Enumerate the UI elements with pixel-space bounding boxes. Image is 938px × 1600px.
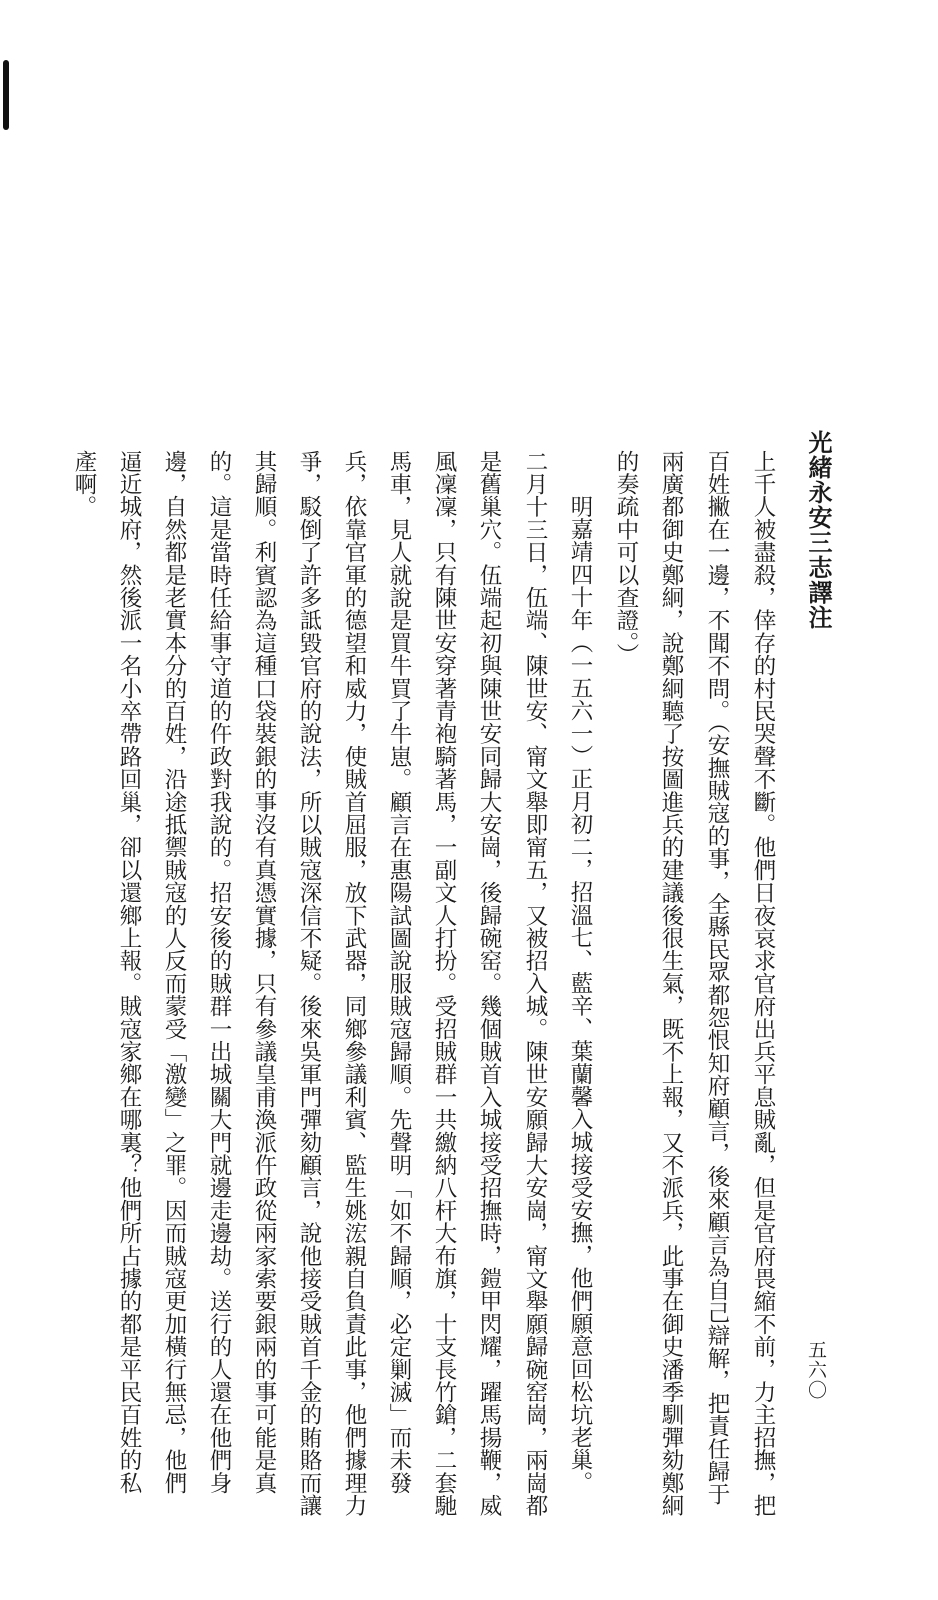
text-column-12: 其歸順。利賓認為這種口袋裝銀的事沒有真憑實據，只有參議皇甫渙派仵政從兩家索要銀兩的事可能是真	[251, 450, 277, 1495]
text-column-9: 馬車，見人就說是買牛買了牛崽。顧言在惠陽試圖說服賊寇歸順。先聲明「如不歸順，必定剿滅」而未發	[386, 450, 412, 1495]
text-column-2: 百姓撇在一邊，不聞不問。（安撫賊寇的事，全縣民眾都怨恨知府顧言，後來顧言為自己辯解，把責任歸于	[704, 450, 730, 1506]
scan-edge-mark	[3, 60, 9, 130]
text-column-13: 的。這是當時任給事守道的仵政對我說的。招安後的賊群一出城關大門就邊走邊劫。送行的人還在他們身	[206, 450, 232, 1495]
text-column-6: 二月十三日，伍端、陳世安、甯文舉即甯五，又被招入城。陳世安願歸大安崗，甯文舉願歸碗窑崗，兩崗都	[522, 450, 548, 1517]
text-column-15: 逼近城府，然後派一名小卒帶路回巢，卻以還鄉上報。賊寇家鄉在哪裏？他們所占據的都是平民百姓的私	[116, 450, 142, 1495]
running-header-title: 光緒永安三志譯注	[804, 430, 833, 630]
text-column-8: 風凜凜，只有陳世安穿著青袍騎著馬，一副文人打扮。受招賊群一共繳納八杆大布旗，十支長竹鎗，二套馳	[431, 450, 457, 1517]
text-column-3: 兩廣都御史鄭絅，說鄭絅聽了按圖進兵的建議後很生氣，既不上報，又不派兵，此事在御史潘季馴彈劾鄭絅	[658, 450, 684, 1517]
text-column-7: 是舊巢穴。伍端起初與陳世安同歸大安崗，後歸碗窑。幾個賊首入城接受招撫時，鎧甲閃耀，躍馬揚鞭，威	[476, 450, 502, 1517]
text-column-10: 兵，依靠官軍的德望和威力，使賊首屈服，放下武器，同鄉參議利賓、監生姚浤親自負責此事，他們據理力	[341, 450, 367, 1517]
text-column-11: 爭，駁倒了許多詆毀官府的說法，所以賊寇深信不疑。後來吳軍門彈劾顧言，說他接受賊首千金的賄賂而讓	[296, 450, 322, 1517]
text-column-14: 邊，自然都是老實本分的百姓，沿途抵禦賊寇的人反而蒙受「激變」之罪。因而賊寇更加橫行無忌，他們	[161, 450, 187, 1495]
text-column-4: 的奏疏中可以查證。）	[613, 450, 639, 666]
page-number: 五六〇	[805, 1340, 827, 1400]
text-column-16: 產啊。	[71, 450, 97, 519]
text-column-5: 明嘉靖四十年（一五六一）正月初二，招溫七、藍辛、葉蘭馨入城接受安撫，他們願意回松坑老巢。	[567, 495, 593, 1494]
text-column-1: 上千人被盡殺，倖存的村民哭聲不斷。他們日夜哀求官府出兵平息賊亂，但是官府畏縮不前，力主招撫，把	[750, 450, 776, 1517]
